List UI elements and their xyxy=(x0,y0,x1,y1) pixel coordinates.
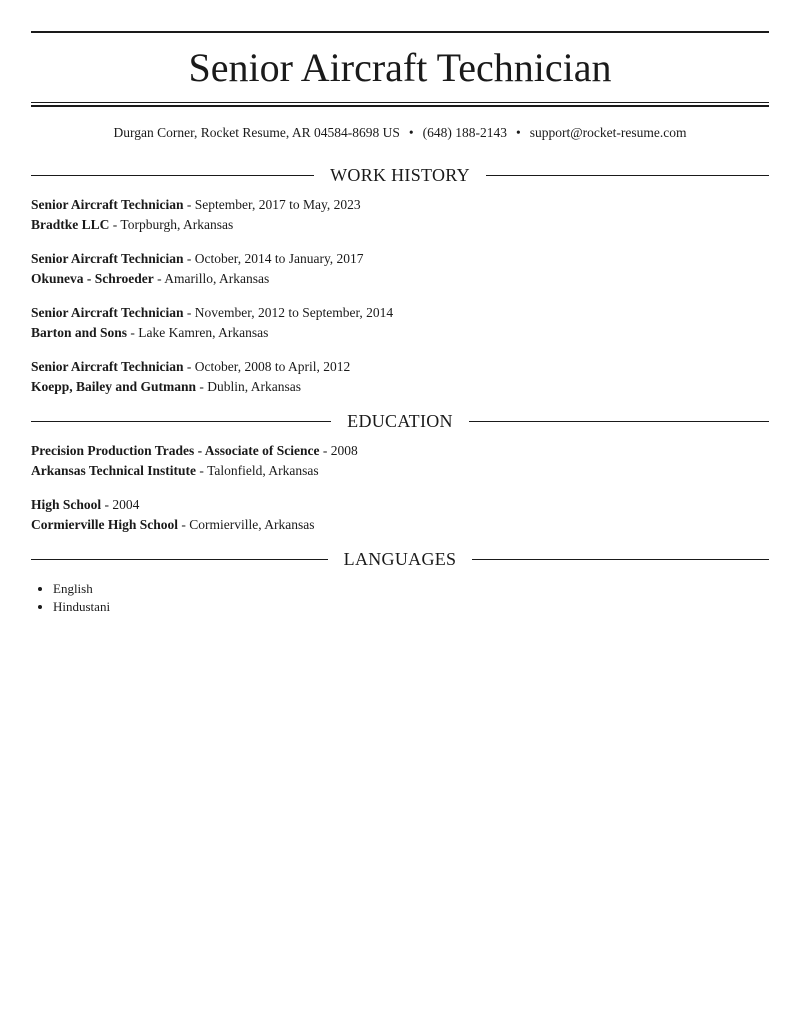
section-title: LANGUAGES xyxy=(343,549,457,569)
heading-rule-left xyxy=(31,421,331,422)
job-entry xyxy=(31,249,769,289)
school-name: Arkansas Technical Institute xyxy=(31,463,197,478)
employer-name: Bradtke LLC xyxy=(31,217,110,232)
contact-email[interactable]: support@rocket-resume.com xyxy=(529,125,687,140)
job-dates: October, 2008 to April, 2012 xyxy=(194,359,351,374)
section-heading-languages xyxy=(31,548,769,570)
degree-year: 2004 xyxy=(112,497,140,512)
job-line: Senior Aircraft Technician - October, 2008 to April, 2012 xyxy=(31,359,351,374)
job-dates: October, 2014 to January, 2017 xyxy=(194,251,364,266)
job-location: Amarillo, Arkansas xyxy=(164,271,270,286)
job-title: Senior Aircraft Technician xyxy=(31,251,184,266)
job-entry xyxy=(31,195,769,235)
education-entry xyxy=(31,441,769,481)
bullet-separator: • xyxy=(408,125,414,140)
degree-line: Precision Production Trades - Associate of Science - 2008 xyxy=(31,443,358,458)
job-location: Dublin, Arkansas xyxy=(207,379,302,394)
heading-rule-left xyxy=(31,559,328,560)
heading-rule-right xyxy=(486,175,769,176)
job-location: Torpburgh, Arkansas xyxy=(120,217,234,232)
employer-name: Koepp, Bailey and Gutmann xyxy=(31,379,197,394)
school-location: Talonfield, Arkansas xyxy=(207,463,319,478)
job-dates: November, 2012 to September, 2014 xyxy=(194,305,394,320)
employer-line: Bradtke LLC - Torpburgh, Arkansas xyxy=(31,217,234,232)
degree-name: High School xyxy=(31,497,102,512)
school-line: Arkansas Technical Institute - Talonfield, Arkansas xyxy=(31,463,319,478)
job-line: Senior Aircraft Technician - November, 2012 to September, 2014 xyxy=(31,305,394,320)
title-rule-thick xyxy=(31,105,769,107)
contact-phone: (648) 188-2143 xyxy=(422,125,508,140)
employer-line: Barton and Sons - Lake Kamren, Arkansas xyxy=(31,325,269,340)
job-title: Senior Aircraft Technician xyxy=(31,359,184,374)
school-line: Cormierville High School - Cormierville, Arkansas xyxy=(31,517,315,532)
degree-name: Precision Production Trades - Associate of Science xyxy=(31,443,320,458)
degree-line: High School - 2004 xyxy=(31,497,140,512)
heading-rule-right xyxy=(469,421,769,422)
bullet-separator: • xyxy=(516,125,521,140)
heading-rule-left xyxy=(31,175,314,176)
employer-name: Barton and Sons xyxy=(31,325,128,340)
contact-address: Durgan Corner, Rocket Resume, AR 04584-8698 US xyxy=(113,125,400,140)
language-item: • Hindustani xyxy=(53,598,110,616)
job-line: Senior Aircraft Technician - September, 2017 to May, 2023 xyxy=(31,197,361,212)
job-entry xyxy=(31,303,769,343)
section-heading-education xyxy=(31,410,769,432)
job-line: Senior Aircraft Technician - October, 2014 to January, 2017 xyxy=(31,251,364,266)
heading-rule-right xyxy=(472,559,769,560)
job-title: Senior Aircraft Technician xyxy=(31,197,184,212)
section-title: EDUCATION xyxy=(347,411,453,431)
top-rule xyxy=(31,31,769,33)
employer-name: Okuneva - Schroeder xyxy=(31,271,154,286)
degree-year: 2008 xyxy=(330,443,358,458)
language-list xyxy=(31,580,110,616)
employer-line: Koepp, Bailey and Gutmann - Dublin, Arkansas xyxy=(31,379,302,394)
education-entry xyxy=(31,495,769,535)
title-rule-thin xyxy=(31,102,769,103)
job-entry xyxy=(31,357,769,397)
job-title: Senior Aircraft Technician xyxy=(31,305,184,320)
section-title: WORK HISTORY xyxy=(330,165,470,185)
employer-line: Okuneva - Schroeder - Amarillo, Arkansas xyxy=(31,271,270,286)
school-name: Cormierville High School xyxy=(31,517,178,532)
job-dates: September, 2017 to May, 2023 xyxy=(194,197,361,212)
school-location: Cormierville, Arkansas xyxy=(189,517,315,532)
job-location: Lake Kamren, Arkansas xyxy=(138,325,269,340)
contact-line xyxy=(31,124,769,142)
page-title: Senior Aircraft Technician xyxy=(188,45,612,90)
language-item: • English xyxy=(53,580,110,598)
section-heading-work-history xyxy=(31,164,769,186)
